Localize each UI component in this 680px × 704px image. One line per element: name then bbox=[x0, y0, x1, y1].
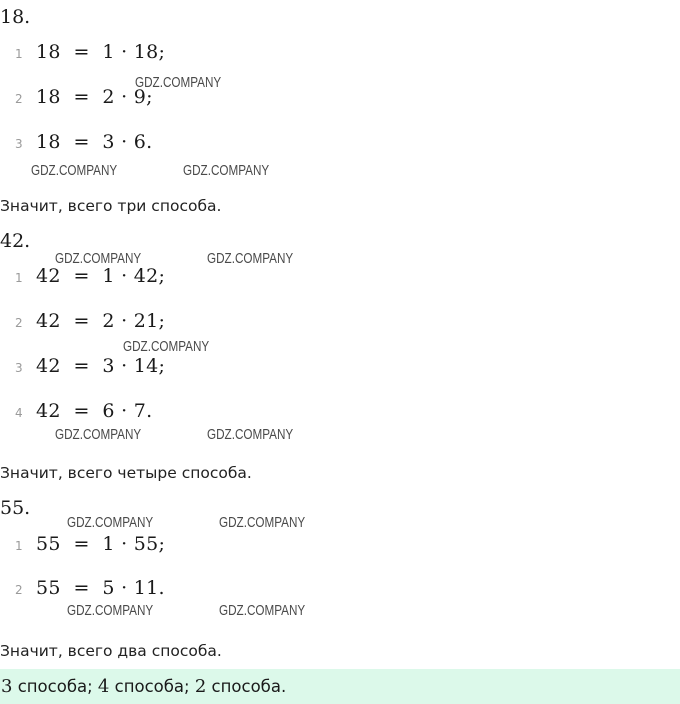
watermark: GDZ.COMPANY bbox=[207, 250, 294, 267]
answer-text bbox=[1, 676, 286, 697]
watermark: GDZ.COMPANY bbox=[123, 338, 210, 355]
watermark: GDZ.COMPANY bbox=[219, 602, 306, 619]
section-18-title: 18. bbox=[0, 6, 31, 28]
equation-index: 3 bbox=[15, 361, 23, 375]
equation-text: 18 = 2 · 9; bbox=[36, 86, 153, 108]
equation-index: 1 bbox=[15, 47, 23, 61]
section-55-conclusion: Значит, всего два способа. bbox=[0, 642, 222, 660]
answer-number: 2 bbox=[194, 676, 207, 697]
watermark: GDZ.COMPANY bbox=[55, 426, 142, 443]
equation-text: 18 = 1 · 18; bbox=[36, 41, 166, 63]
equation-index: 2 bbox=[15, 92, 23, 106]
watermark: GDZ.COMPANY bbox=[31, 162, 118, 179]
equation-text: 42 = 2 · 21; bbox=[36, 310, 166, 332]
equation-index: 1 bbox=[15, 539, 23, 553]
watermark: GDZ.COMPANY bbox=[55, 250, 142, 267]
answer-number: 4 bbox=[97, 676, 110, 697]
answer-bar bbox=[0, 669, 680, 704]
equation-text: 42 = 6 · 7. bbox=[36, 400, 153, 422]
answer-word: способа. bbox=[206, 677, 287, 696]
answer-number: 3 bbox=[1, 676, 13, 697]
watermark: GDZ.COMPANY bbox=[67, 602, 154, 619]
answer-word: способа; bbox=[109, 677, 195, 696]
watermark: GDZ.COMPANY bbox=[219, 514, 306, 531]
watermark: GDZ.COMPANY bbox=[183, 162, 270, 179]
section-18-conclusion: Значит, всего три способа. bbox=[0, 197, 222, 215]
answer-word: способа; bbox=[12, 677, 98, 696]
equation-index: 4 bbox=[15, 406, 23, 420]
equation-text: 42 = 1 · 42; bbox=[36, 265, 166, 287]
equation-index: 1 bbox=[15, 271, 23, 285]
section-42-conclusion: Значит, всего четыре способа. bbox=[0, 464, 252, 482]
watermark: GDZ.COMPANY bbox=[135, 74, 222, 91]
equation-text: 55 = 1 · 55; bbox=[36, 533, 166, 555]
watermark: GDZ.COMPANY bbox=[207, 426, 294, 443]
equation-index: 3 bbox=[15, 137, 23, 151]
watermark: GDZ.COMPANY bbox=[67, 514, 154, 531]
equation-text: 18 = 3 · 6. bbox=[36, 131, 153, 153]
section-42-title: 42. bbox=[0, 230, 31, 252]
equation-index: 2 bbox=[15, 316, 23, 330]
equation-text: 55 = 5 · 11. bbox=[36, 577, 165, 599]
equation-text: 42 = 3 · 14; bbox=[36, 355, 166, 377]
equation-index: 2 bbox=[15, 583, 23, 597]
section-55-title: 55. bbox=[0, 497, 31, 519]
